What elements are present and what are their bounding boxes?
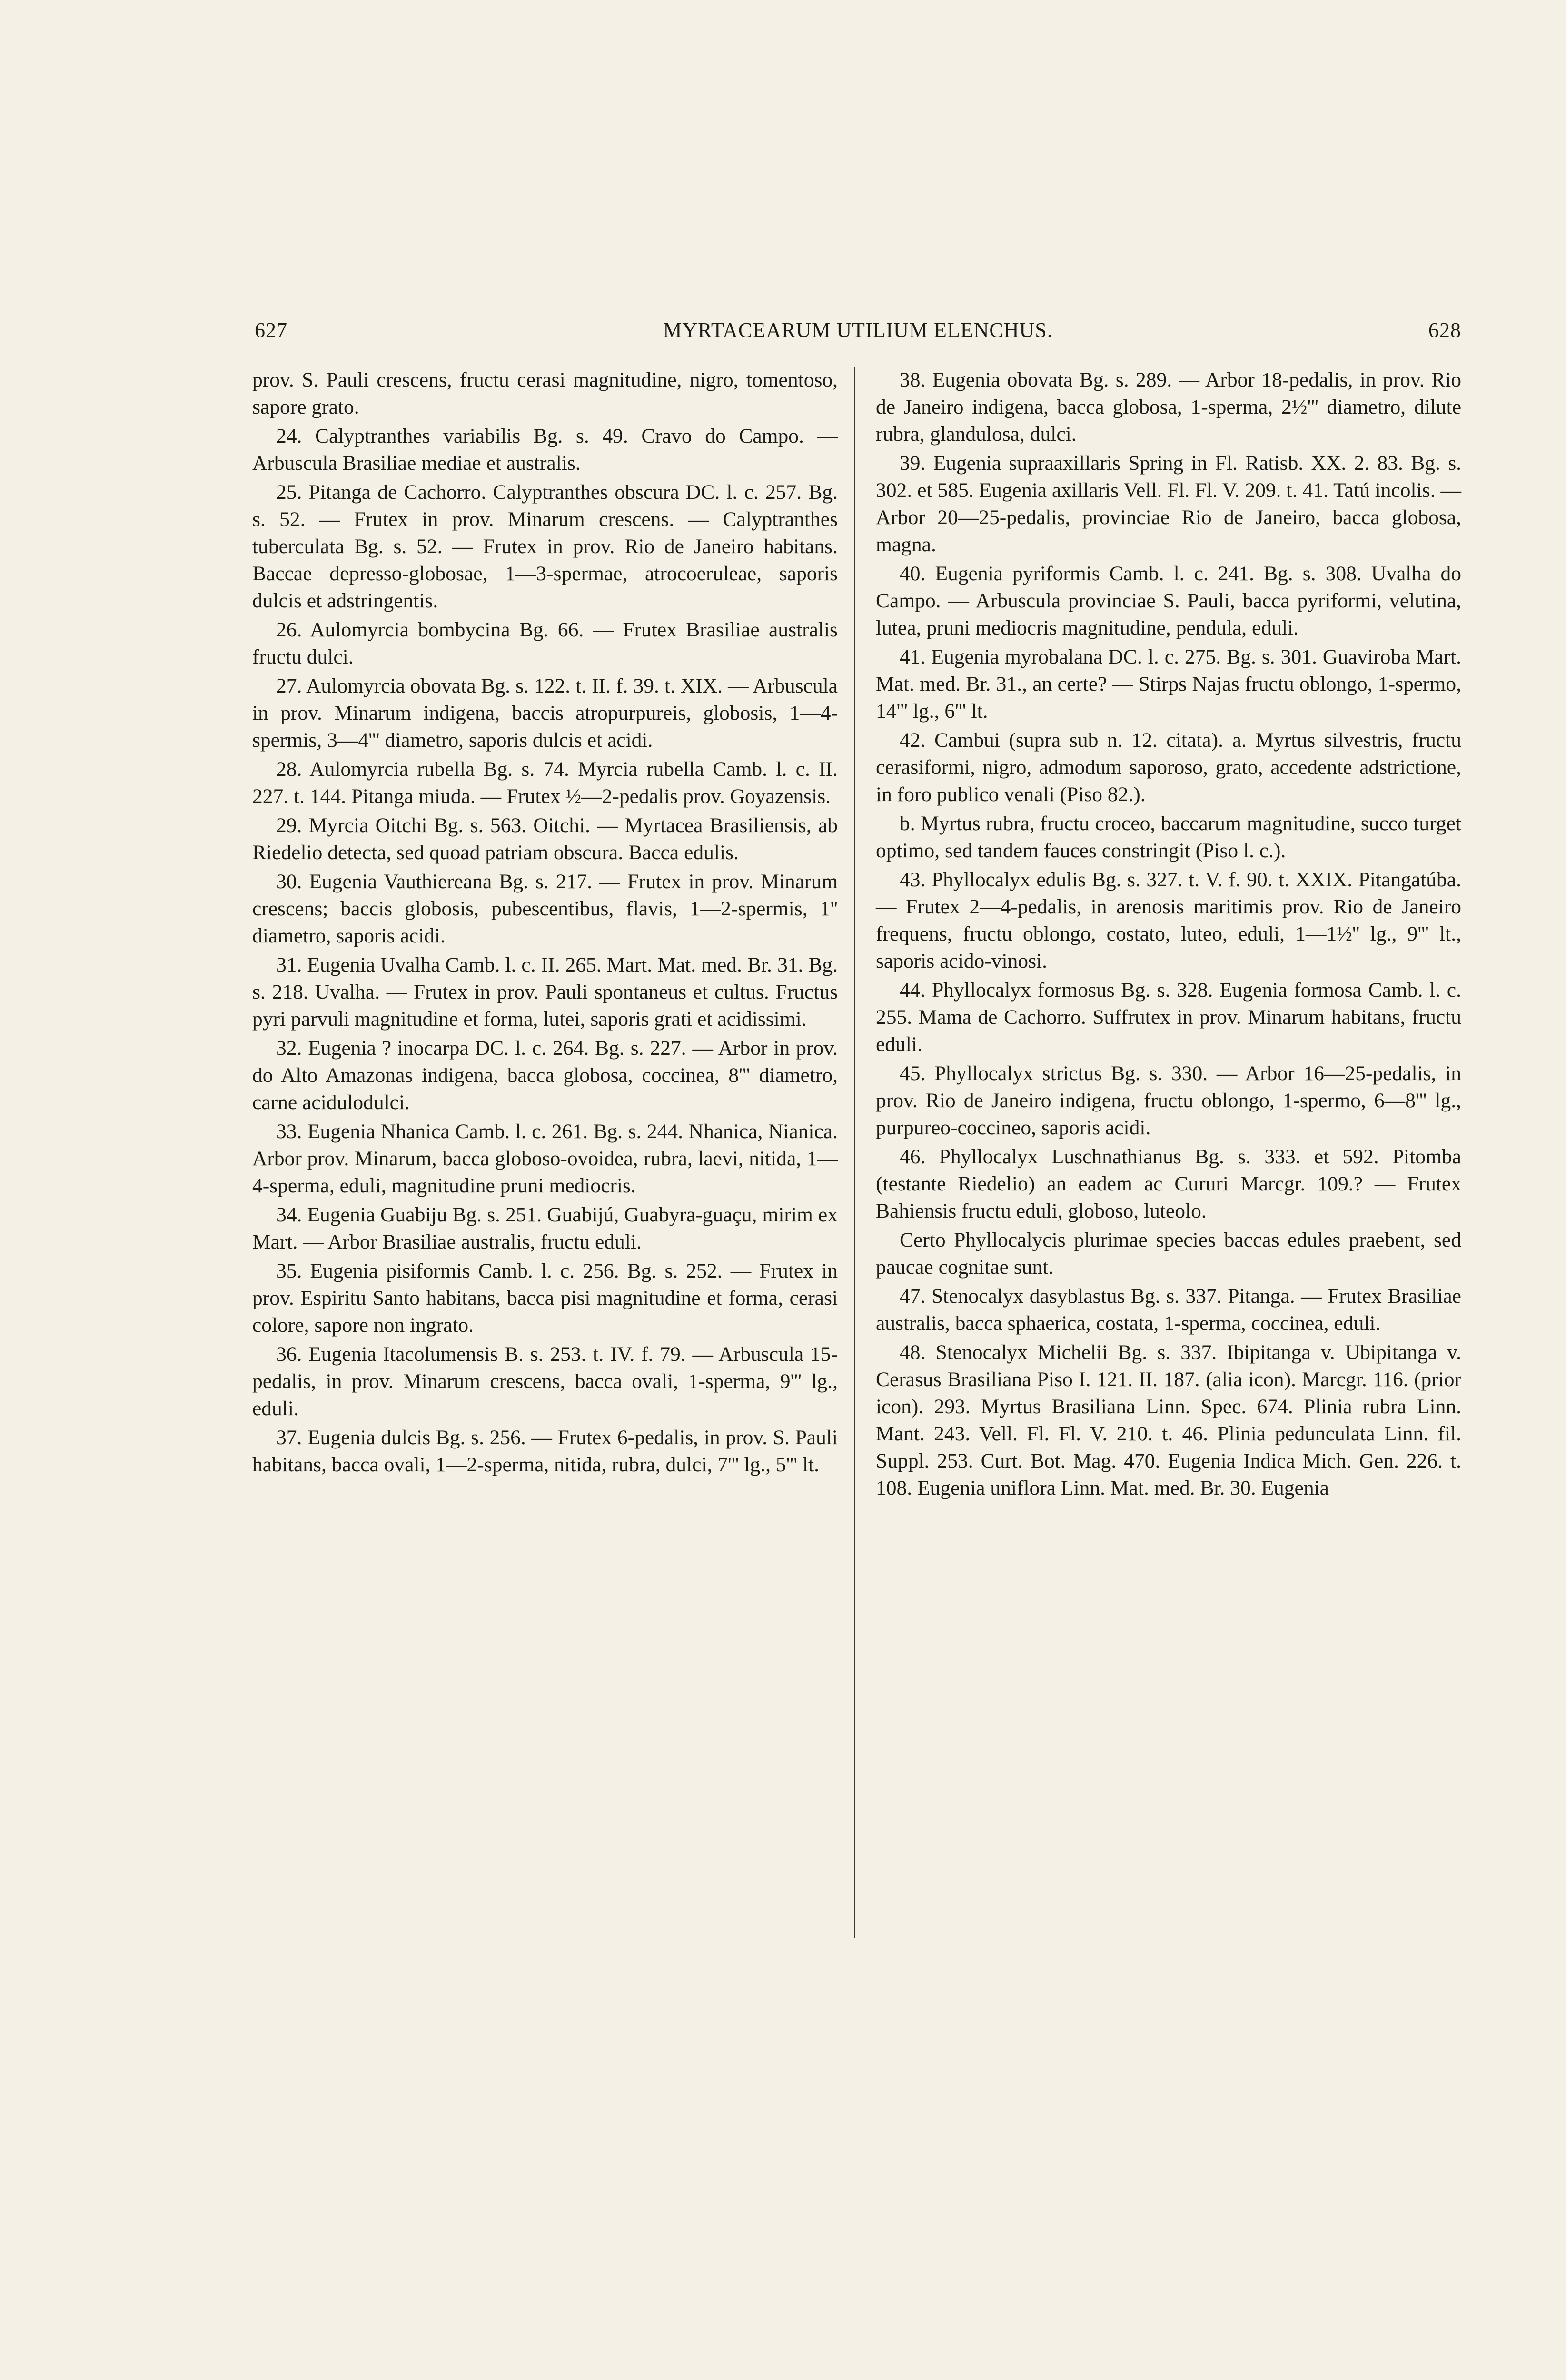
page-number-left: 627 [255, 318, 287, 342]
entry-paragraph: 24. Calyptranthes variabilis Bg. s. 49. Cravo do Campo. — Arbuscula Brasiliae mediae et australis. [252, 425, 838, 475]
entry-paragraph: 45. Phyllocalyx strictus Bg. s. 330. — Arbor 16—25-pedalis, in prov. Rio de Janeiro indigena, fructu oblongo, 1-spermo, 6—8''' lg., purpureo-coccineo, saporis acidi. [876, 1062, 1461, 1139]
column-divider [854, 367, 855, 1938]
entry-paragraph: 28. Aulomyrcia rubella Bg. s. 74. Myrcia rubella Camb. l. c. II. 227. t. 144. Pitanga miuda. — Frutex ½—2-pedalis prov. Goyazensis. [252, 758, 838, 808]
left-column [252, 367, 838, 1480]
entry-paragraph: 44. Phyllocalyx formosus Bg. s. 328. Eugenia formosa Camb. l. c. 255. Mama de Cachorro. Suffrutex in prov. Minarum habitans, fructu eduli. [876, 979, 1461, 1056]
entry-paragraph: 40. Eugenia pyriformis Camb. l. c. 241. Bg. s. 308. Uvalha do Campo. — Arbuscula provinciae S. Pauli, bacca pyriformi, velutina, lutea, pruni mediocris magnitudine, pendula, eduli. [876, 562, 1461, 639]
entry-paragraph: b. Myrtus rubra, fructu croceo, baccarum magnitudine, succo turget optimo, sed tandem fauces constringit (Piso l. c.). [876, 812, 1461, 862]
entry-paragraph: prov. S. Pauli crescens, fructu cerasi magnitudine, nigro, tomentoso, sapore grato. [252, 368, 838, 418]
entry-paragraph: 48. Stenocalyx Michelii Bg. s. 337. Ibipitanga v. Ubipitanga v. Cerasus Brasiliana Piso I. 121. II. 187. (alia icon). Marcgr. 116. (prior icon). 293. Myrtus Brasiliana Linn. Spec. 674. Plinia rubra Linn. Mant. 243. Vell. Fl. Fl. V. 210. t. 46. Plinia pedunculata Linn. fil. Suppl. 253. Curt. Bot. Mag. 470. Eugenia Indica Mich. Gen. 226. t. 108. Eugenia uniflora Linn. Mat. med. Br. 30. Eugenia [876, 1341, 1461, 1499]
entry-paragraph: 32. Eugenia ? inocarpa DC. l. c. 264. Bg. s. 227. — Arbor in prov. do Alto Amazonas indigena, bacca globosa, coccinea, 8''' diametro, carne acidulodulci. [252, 1037, 838, 1114]
running-title: MYRTACEARUM UTILIUM ELENCHUS. [663, 318, 1053, 342]
entry-paragraph: Certo Phyllocalycis plurimae species baccas edules praebent, sed paucae cognitae sunt. [876, 1229, 1461, 1279]
entry-paragraph: 42. Cambui (supra sub n. 12. citata). a. Myrtus silvestris, fructu cerasiformi, nigro, admodum saporoso, grato, accedente adstrictione, in foro publico venali (Piso 82.). [876, 729, 1461, 806]
entry-paragraph: 46. Phyllocalyx Luschnathianus Bg. s. 333. et 592. Pitomba (testante Riedelio) an eadem ac Cururi Marcgr. 109.? — Frutex Bahiensis fructu eduli, globoso, luteolo. [876, 1145, 1461, 1222]
entry-paragraph: 34. Eugenia Guabiju Bg. s. 251. Guabijú, Guabyra-guaçu, mirim ex Mart. — Arbor Brasiliae australis, fructu eduli. [252, 1203, 838, 1253]
right-column [876, 367, 1461, 1504]
entry-paragraph: 43. Phyllocalyx edulis Bg. s. 327. t. V. f. 90. t. XXIX. Pitangatúba. — Frutex 2—4-pedalis, in arenosis maritimis prov. Rio de Janeiro frequens, fructu oblongo, costato, luteo, eduli, 1—1½'' lg., 9''' lt., saporis acido-vinosi. [876, 868, 1461, 972]
entry-paragraph: 31. Eugenia Uvalha Camb. l. c. II. 265. Mart. Mat. med. Br. 31. Bg. s. 218. Uvalha. — Frutex in prov. Pauli spontaneus et cultus. Fructus pyri parvuli magnitudine et forma, lutei, saporis grati et acidissimi. [252, 953, 838, 1031]
entry-paragraph: 39. Eugenia supraaxillaris Spring in Fl. Ratisb. XX. 2. 83. Bg. s. 302. et 585. Eugenia axillaris Vell. Fl. Fl. V. 209. t. 41. Tatú incolis. — Arbor 20—25-pedalis, provinciae Rio de Janeiro, bacca globosa, magna. [876, 452, 1461, 556]
page-number-right: 628 [1428, 318, 1461, 342]
entry-paragraph: 29. Myrcia Oitchi Bg. s. 563. Oitchi. — Myrtacea Brasiliensis, ab Riedelio detecta, sed quoad patriam obscura. Bacca edulis. [252, 814, 838, 864]
entry-paragraph: 35. Eugenia pisiformis Camb. l. c. 256. Bg. s. 252. — Frutex in prov. Espiritu Santo habitans, bacca pisi magnitudine et forma, cerasi colore, sapore non ingrato. [252, 1259, 838, 1337]
entry-paragraph: 26. Aulomyrcia bombycina Bg. 66. — Frutex Brasiliae australis fructu dulci. [252, 618, 838, 668]
entry-paragraph: 41. Eugenia myrobalana DC. l. c. 275. Bg. s. 301. Guaviroba Mart. Mat. med. Br. 31., an certe? — Stirps Najas fructu oblongo, 1-spermo, 14''' lg., 6''' lt. [876, 645, 1461, 723]
running-header [255, 318, 1461, 351]
entry-paragraph: 25. Pitanga de Cachorro. Calyptranthes obscura DC. l. c. 257. Bg. s. 52. — Frutex in prov. Minarum crescens. — Calyptranthes tuberculata Bg. s. 52. — Frutex in prov. Rio de Janeiro habitans. Baccae depresso-globosae, 1—3-spermae, atrocoeruleae, saporis dulcis et adstringentis. [252, 481, 838, 612]
entry-paragraph: 27. Aulomyrcia obovata Bg. s. 122. t. II. f. 39. t. XIX. — Arbuscula in prov. Minarum indigena, baccis atropurpureis, globosis, 1—4-spermis, 3—4''' diametro, saporis dulcis et acidi. [252, 674, 838, 752]
entry-paragraph: 33. Eugenia Nhanica Camb. l. c. 261. Bg. s. 244. Nhanica, Nianica. Arbor prov. Minarum, bacca globoso-ovoidea, rubra, laevi, nitida, 1—4-sperma, eduli, magnitudine pruni mediocris. [252, 1120, 838, 1197]
entry-paragraph: 38. Eugenia obovata Bg. s. 289. — Arbor 18-pedalis, in prov. Rio de Janeiro indigena, bacca globosa, 1-sperma, 2½''' diametro, dilute rubra, glandulosa, dulci. [876, 368, 1461, 446]
entry-paragraph: 37. Eugenia dulcis Bg. s. 256. — Frutex 6-pedalis, in prov. S. Pauli habitans, bacca ovali, 1—2-sperma, nitida, rubra, dulci, 7''' lg., 5''' lt. [252, 1426, 838, 1476]
entry-paragraph: 30. Eugenia Vauthiereana Bg. s. 217. — Frutex in prov. Minarum crescens; baccis globosis, pubescentibus, flavis, 1—2-spermis, 1'' diametro, saporis acidi. [252, 870, 838, 947]
entry-paragraph: 36. Eugenia Itacolumensis B. s. 253. t. IV. f. 79. — Arbuscula 15-pedalis, in prov. Minarum crescens, bacca ovali, 1-sperma, 9''' lg., eduli. [252, 1343, 838, 1420]
entry-paragraph: 47. Stenocalyx dasyblastus Bg. s. 337. Pitanga. — Frutex Brasiliae australis, bacca sphaerica, costata, 1-sperma, coccinea, eduli. [876, 1285, 1461, 1335]
